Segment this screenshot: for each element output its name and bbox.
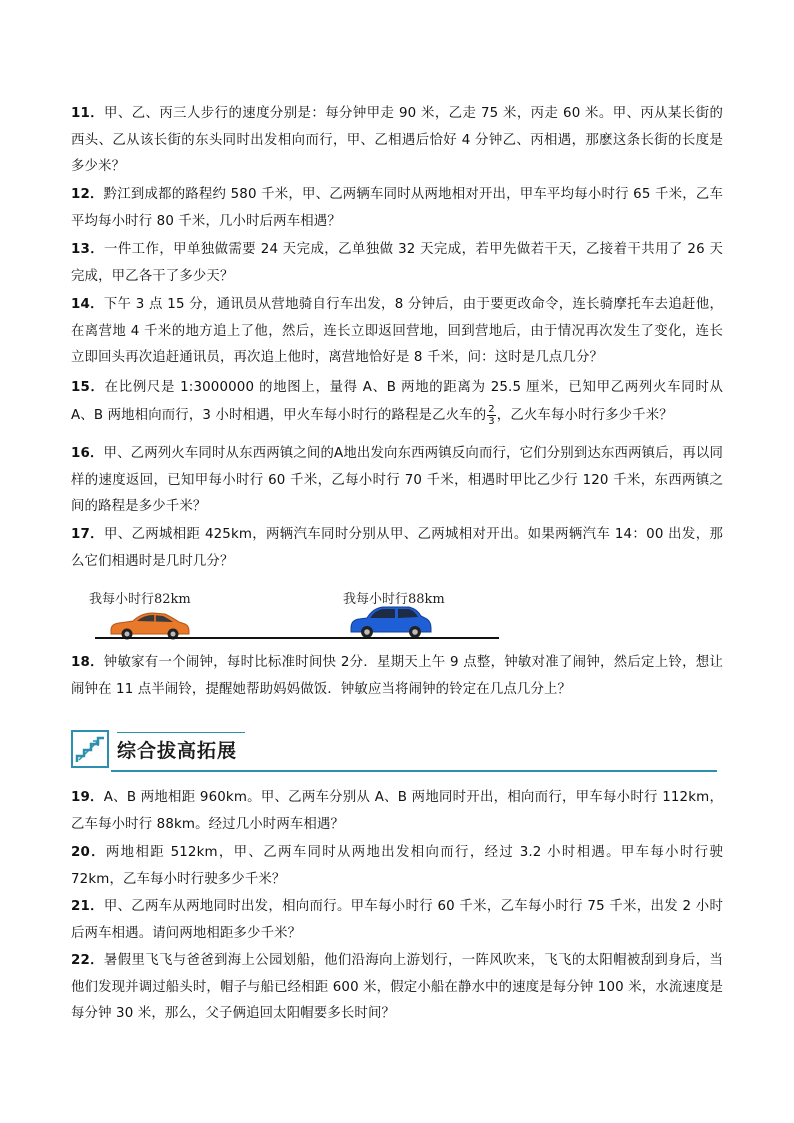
right-car-label: 我每小时行88km bbox=[343, 592, 445, 607]
question-15 bbox=[71, 374, 723, 430]
question-19 bbox=[71, 785, 723, 838]
question-number: 17． bbox=[71, 527, 104, 542]
question-number: 14． bbox=[71, 297, 104, 312]
question-text: 两地相距 512km，甲、乙两车同时从两地出发相向而行，经过 3.2 小时相遇。甲车每小时行驶 72km，乙车每小时行驶多少千米？ bbox=[71, 845, 723, 887]
fraction-numerator: 2 bbox=[488, 403, 495, 415]
question-text: 钟敏家有一个闹钟，每时比标准时间快 2分．星期天上午 9 点整，钟敏对准了闹钟，然后定上铃，想让闹钟在 11 点半闹铃，提醒她帮助妈妈做饭．钟敏应当将闹钟的铃定在几点几分上？ bbox=[71, 655, 723, 697]
section-underline bbox=[111, 770, 717, 772]
orange-car-icon bbox=[107, 610, 191, 640]
question-17 bbox=[71, 522, 723, 575]
question-number: 13． bbox=[71, 242, 105, 257]
question-text: 甲、乙、丙三人步行的速度分别是：每分钟甲走 90 米，乙走 75 米，丙走 60 米。甲、丙从某长街的西头、乙从该长街的东头同时出发相向而行，甲、乙相遇后恰好 4 分钟乙、丙相遇，那麽这条长街的长度是多少米？ bbox=[71, 106, 723, 174]
question-12 bbox=[71, 182, 723, 235]
question-11 bbox=[71, 101, 723, 181]
question-text: 下午 3 点 15 分，通讯员从营地骑自行车出发，8 分钟后，由于要更改命令，连长骑摩托车去追赶他，在离营地 4 千米的地方追上了他，然后，连长立即返回营地，回到营地后，由于情况再次发生了变化，连长立即回头再次追赶通讯员，再次追上他时，离营地恰好是 8 千米，问：这时是几点几分？ bbox=[71, 297, 724, 365]
question-number: 16． bbox=[71, 446, 104, 461]
question-text: 暑假里飞飞与爸爸到海上公园划船，他们沿海向上游划行，一阵风吹来，飞飞的太阳帽被刮到身后，当他们发现并调过船头时，帽子与船已经相距 600 米，假定小船在静水中的速度是每分钟 100 米，水流速度是每分钟 30 米，那么，父子俩追回太阳帽要多长时间？ bbox=[71, 953, 723, 1021]
question-text: 甲、乙两列火车同时从东西两镇之间的A地出发向东西两镇反向而行，它们分别到达东西两镇后，再以同样的速度返回，已知甲每小时行 60 千米，乙每小时行 70 千米，相遇时甲比乙少行 120 千米，东西两镇之间的路程是多少千米？ bbox=[71, 446, 723, 514]
question-14 bbox=[71, 292, 723, 372]
section-header bbox=[71, 730, 717, 774]
section-title: 综合拔高拓展 bbox=[117, 740, 238, 762]
question-number: 22． bbox=[71, 953, 104, 968]
question-text: 甲、乙两城相距 425km，两辆汽车同时分别从甲、乙两城相对开出。如果两辆汽车 14：00 出发，那么它们相遇时是几时几分？ bbox=[71, 527, 723, 569]
question-18 bbox=[71, 650, 723, 703]
question-21 bbox=[71, 894, 723, 947]
question-number: 15． bbox=[71, 380, 105, 395]
question-text: 黔江到成都的路程约 580 千米，甲、乙两辆车同时从两地相对开出，甲车平均每小时行 65 千米，乙车平均每小时行 80 千米，几小时后两车相遇？ bbox=[71, 187, 723, 229]
question-text: 在比例尺是 1:3000000 的地图上，量得 A、B 两地的距离为 25.5 厘米，已知甲乙两列火车同时从 A、B 两地相向而行，3 小时相遇，甲火车每小时行的路程是乙火车的 bbox=[71, 380, 723, 423]
question-20 bbox=[71, 840, 723, 893]
question-number: 18． bbox=[71, 655, 104, 670]
question-13 bbox=[71, 237, 723, 290]
stairs-icon bbox=[71, 730, 109, 768]
question-text: A、B 两地相距 960km。甲、乙两车分别从 A、B 两地同时开出，相向而行，甲车每小时行 112km，乙车每小时行 88km。经过几小时两车相遇？ bbox=[71, 790, 723, 832]
question-number: 21． bbox=[71, 899, 104, 914]
question-16 bbox=[71, 441, 723, 521]
section-top-rule bbox=[117, 732, 245, 733]
question-number: 20． bbox=[71, 845, 106, 860]
fraction bbox=[487, 404, 496, 427]
question-number: 11． bbox=[71, 106, 105, 121]
question-22 bbox=[71, 948, 723, 1028]
cars-illustration bbox=[71, 584, 501, 644]
question-number: 12． bbox=[71, 187, 104, 202]
question-text: 甲、乙两车从两地同时出发，相向而行。甲车每小时行 60 千米，乙车每小时行 75 千米，出发 2 小时后两车相遇。请问两地相距多少千米？ bbox=[71, 899, 723, 941]
question-text: 一件工作，甲单独做需要 24 天完成，乙单独做 32 天完成，若甲先做若干天，乙接着干共用了 26 天完成，甲乙各干了多少天？ bbox=[71, 242, 723, 284]
question-text-end: ，乙火车每小时行多少千米？ bbox=[496, 408, 673, 423]
blue-suv-icon bbox=[347, 602, 433, 640]
question-number: 19． bbox=[71, 790, 104, 805]
left-car-label: 我每小时行82km bbox=[89, 592, 191, 607]
road-line bbox=[95, 637, 499, 639]
fraction-denominator: 3 bbox=[488, 415, 495, 427]
